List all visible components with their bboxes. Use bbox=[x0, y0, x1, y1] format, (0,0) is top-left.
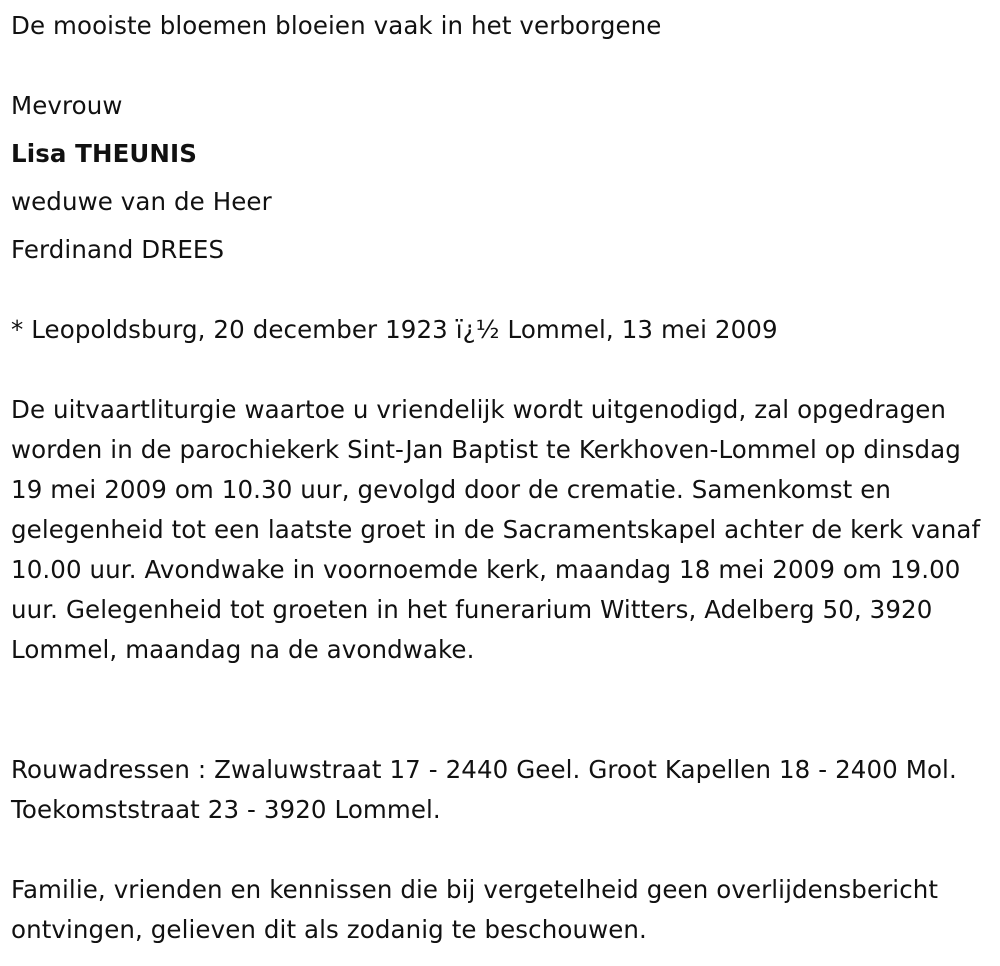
closing-paragraph: Familie, vrienden en kennissen die bij vergetelheid geen overlijdensbericht ontvingen, gelieven dit als zodanig te beschouwen. bbox=[11, 875, 939, 944]
deceased-name: Lisa THEUNIS bbox=[11, 139, 197, 168]
spouse-name: Ferdinand DREES bbox=[11, 235, 225, 264]
birth-death-dates: * Leopoldsburg, 20 december 1923 ï¿½ Lommel, 13 mei 2009 bbox=[11, 315, 778, 344]
mourning-addresses-paragraph: Rouwadressen : Zwaluwstraat 17 - 2440 Geel. Groot Kapellen 18 - 2400 Mol. Toekomststraat 23 - 3920 Lommel. bbox=[11, 755, 957, 824]
opening-quote: De mooiste bloemen bloeien vaak in het verborgene bbox=[11, 11, 662, 40]
widow-of-label: weduwe van de Heer bbox=[11, 187, 272, 216]
funeral-details-paragraph: De uitvaartliturgie waartoe u vriendelijk wordt uitgenodigd, zal opgedragen worden in de parochiekerk Sint-Jan Baptist te Kerkhoven-Lommel op dinsdag 19 mei 2009 om 10.30 uur, gevolgd door de crematie. Samenkomst en gelegenheid tot een laatste groet in de Sacramentskapel achter de kerk vanaf 10.00 uur. Avondwake in voornoemde kerk, maandag 18 mei 2009 om 19.00 uur. Gelegenheid tot groeten in het funerarium Witters, Adelberg 50, 3920 Lommel, maandag na de avondwake. bbox=[11, 395, 981, 664]
honorific: Mevrouw bbox=[11, 91, 123, 120]
